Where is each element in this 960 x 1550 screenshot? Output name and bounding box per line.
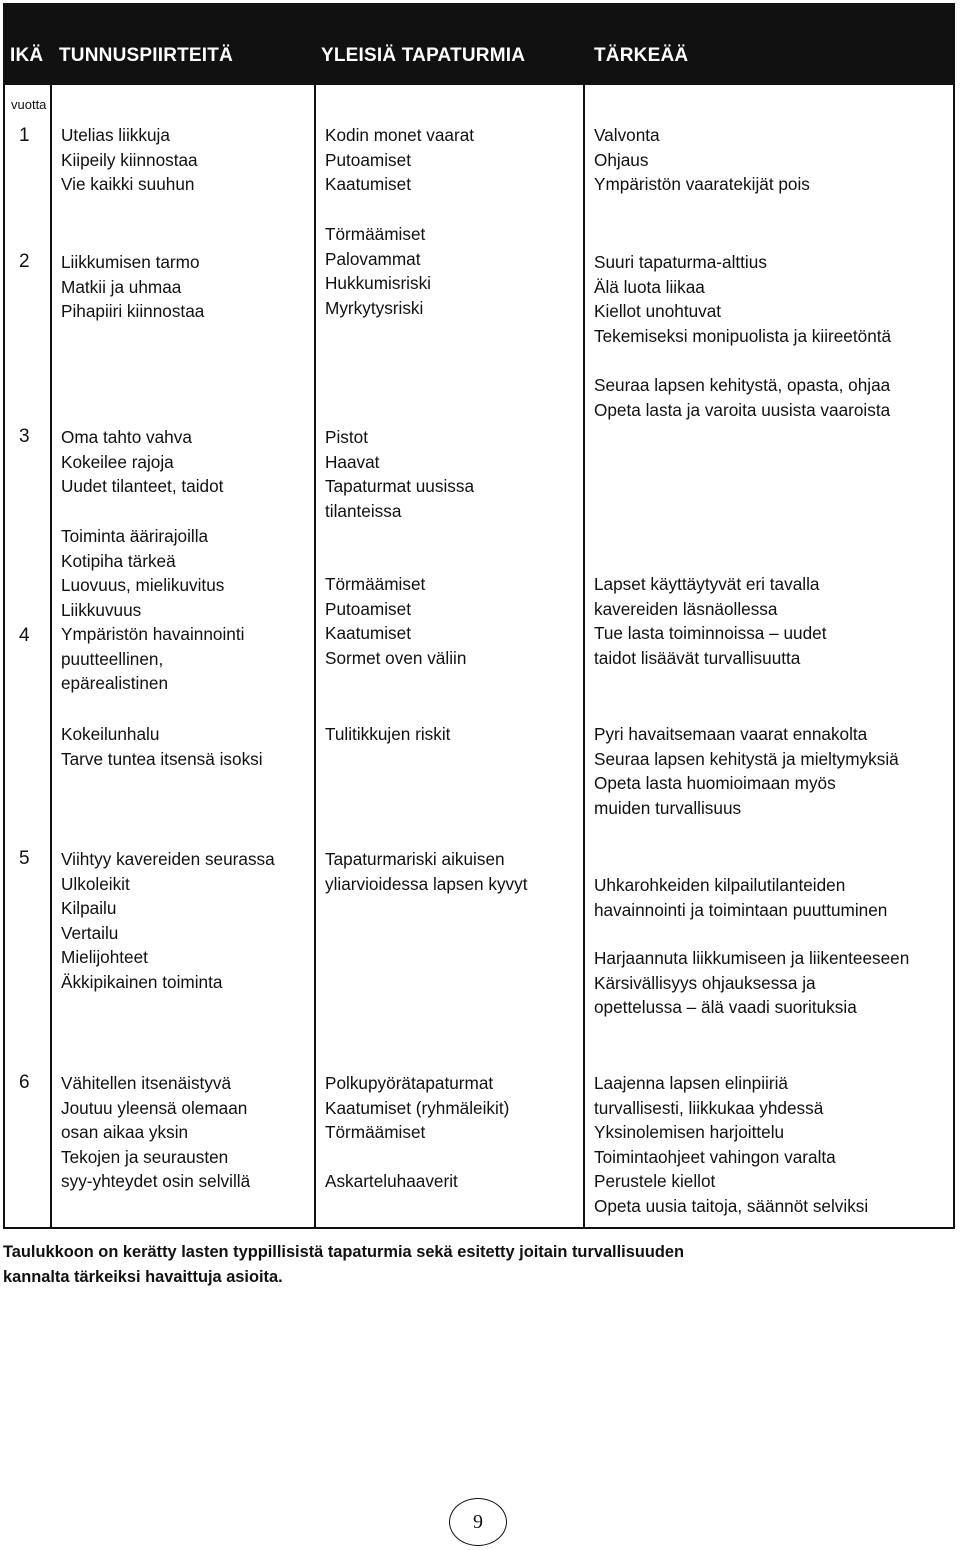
accidents-cell: Kodin monet vaarat Putoamiset Kaatumiset [325, 125, 475, 194]
age-unit-label: vuotta [11, 97, 47, 112]
accidents-cell: Pistot Haavat Tapaturmat uusissa tilanteissa [325, 427, 475, 521]
page-number: 9 [449, 1498, 507, 1546]
important-cell: Lapset käyttäytyvät eri tavalla kavereiden läsnäollessa Tue lasta toiminnoissa – uudet taidot lisäävät turvallisuutta [594, 574, 827, 668]
accidents-cell: Tapaturmariski aikuisen yliarvioidessa lapsen kyvyt [325, 849, 528, 894]
header-important: TÄRKEÄÄ [594, 45, 689, 66]
accidents-cell: Törmäämiset Palovammat Hukkumisriski Myrkytysriski [325, 224, 431, 318]
column-divider [50, 85, 52, 1227]
traits-cell: Utelias liikkuja Kiipeily kiinnostaa Vie kaikki suuhun [61, 125, 198, 194]
accident-table [3, 3, 955, 1229]
accidents-cell: Askarteluhaaverit [325, 1171, 458, 1191]
accidents-cell: Polkupyörätapaturmat Kaatumiset (ryhmäleikit) Törmäämiset [325, 1073, 510, 1142]
important-cell: Pyri havaitsemaan vaarat ennakolta Seuraa lapsen kehitystä ja mieltymyksiä Opeta lasta huomioimaan myös muiden turvallisuus [594, 724, 899, 818]
table-header [5, 5, 953, 85]
traits-cell: Viihtyy kavereiden seurassa Ulkoleikit Kilpailu Vertailu Mielijohteet Äkkipikainen toiminta [61, 849, 275, 992]
age-label: 5 [19, 848, 30, 869]
traits-cell: Vähitellen itsenäistyvä Joutuu yleensä olemaan osan aikaa yksin Tekojen ja seurausten syy-yhteydet osin selvillä [61, 1073, 251, 1191]
important-cell: Seuraa lapsen kehitystä, opasta, ohjaa Opeta lasta ja varoita uusista vaaroista [594, 375, 891, 420]
traits-cell: Oma tahto vahva Kokeilee rajoja Uudet tilanteet, taidot [61, 427, 224, 496]
important-cell: Uhkarohkeiden kilpailutilanteiden havainnointi ja toimintaan puuttuminen [594, 875, 888, 920]
column-divider [314, 85, 316, 1227]
accidents-cell: Törmäämiset Putoamiset Kaatumiset Sormet oven väliin [325, 574, 467, 668]
important-cell: Valvonta Ohjaus Ympäristön vaaratekijät pois [594, 125, 810, 194]
traits-cell: Toiminta äärirajoilla Kotipiha tärkeä Luovuus, mielikuvitus Liikkuvuus Ympäristön havainnointi puutteellinen, epärealistinen [61, 526, 245, 693]
traits-cell: Kokeilunhalu Tarve tuntea itsensä isoksi [61, 724, 263, 769]
column-divider [583, 85, 585, 1227]
age-label: 4 [19, 625, 30, 646]
table-caption: Taulukkoon on kerätty lasten typpillisistä tapaturmia sekä esitetty joitain turvallisuuden kannalta tärkeiksi havaittuja asioita. [3, 1243, 684, 1286]
important-cell: Suuri tapaturma-alttius Älä luota liikaa Kiellot unohtuvat Tekemiseksi monipuolista ja kiireetöntä [594, 252, 892, 346]
header-age: IKÄ [10, 45, 44, 66]
accidents-cell: Tulitikkujen riskit [325, 724, 451, 744]
age-label: 6 [19, 1072, 30, 1093]
header-traits: TUNNUSPIIRTEITÄ [59, 45, 233, 66]
age-label: 1 [19, 125, 30, 146]
header-accidents: YLEISIÄ TAPATURMIA [321, 45, 526, 66]
important-cell: Laajenna lapsen elinpiiriä turvallisesti, liikkukaa yhdessä Yksinolemisen harjoittelu Toimintaohjeet vahingon varalta Perustele kiellot Opeta uusia taitoja, säännöt selviksi [594, 1073, 869, 1216]
age-label: 2 [19, 251, 30, 272]
age-label: 3 [19, 426, 30, 447]
traits-cell: Liikkumisen tarmo Matkii ja uhmaa Pihapiiri kiinnostaa [61, 252, 205, 321]
important-cell: Harjaannuta liikkumiseen ja liikenteeseen Kärsivällisyys ohjauksessa ja opettelussa – älä vaadi suorituksia [594, 948, 910, 1017]
